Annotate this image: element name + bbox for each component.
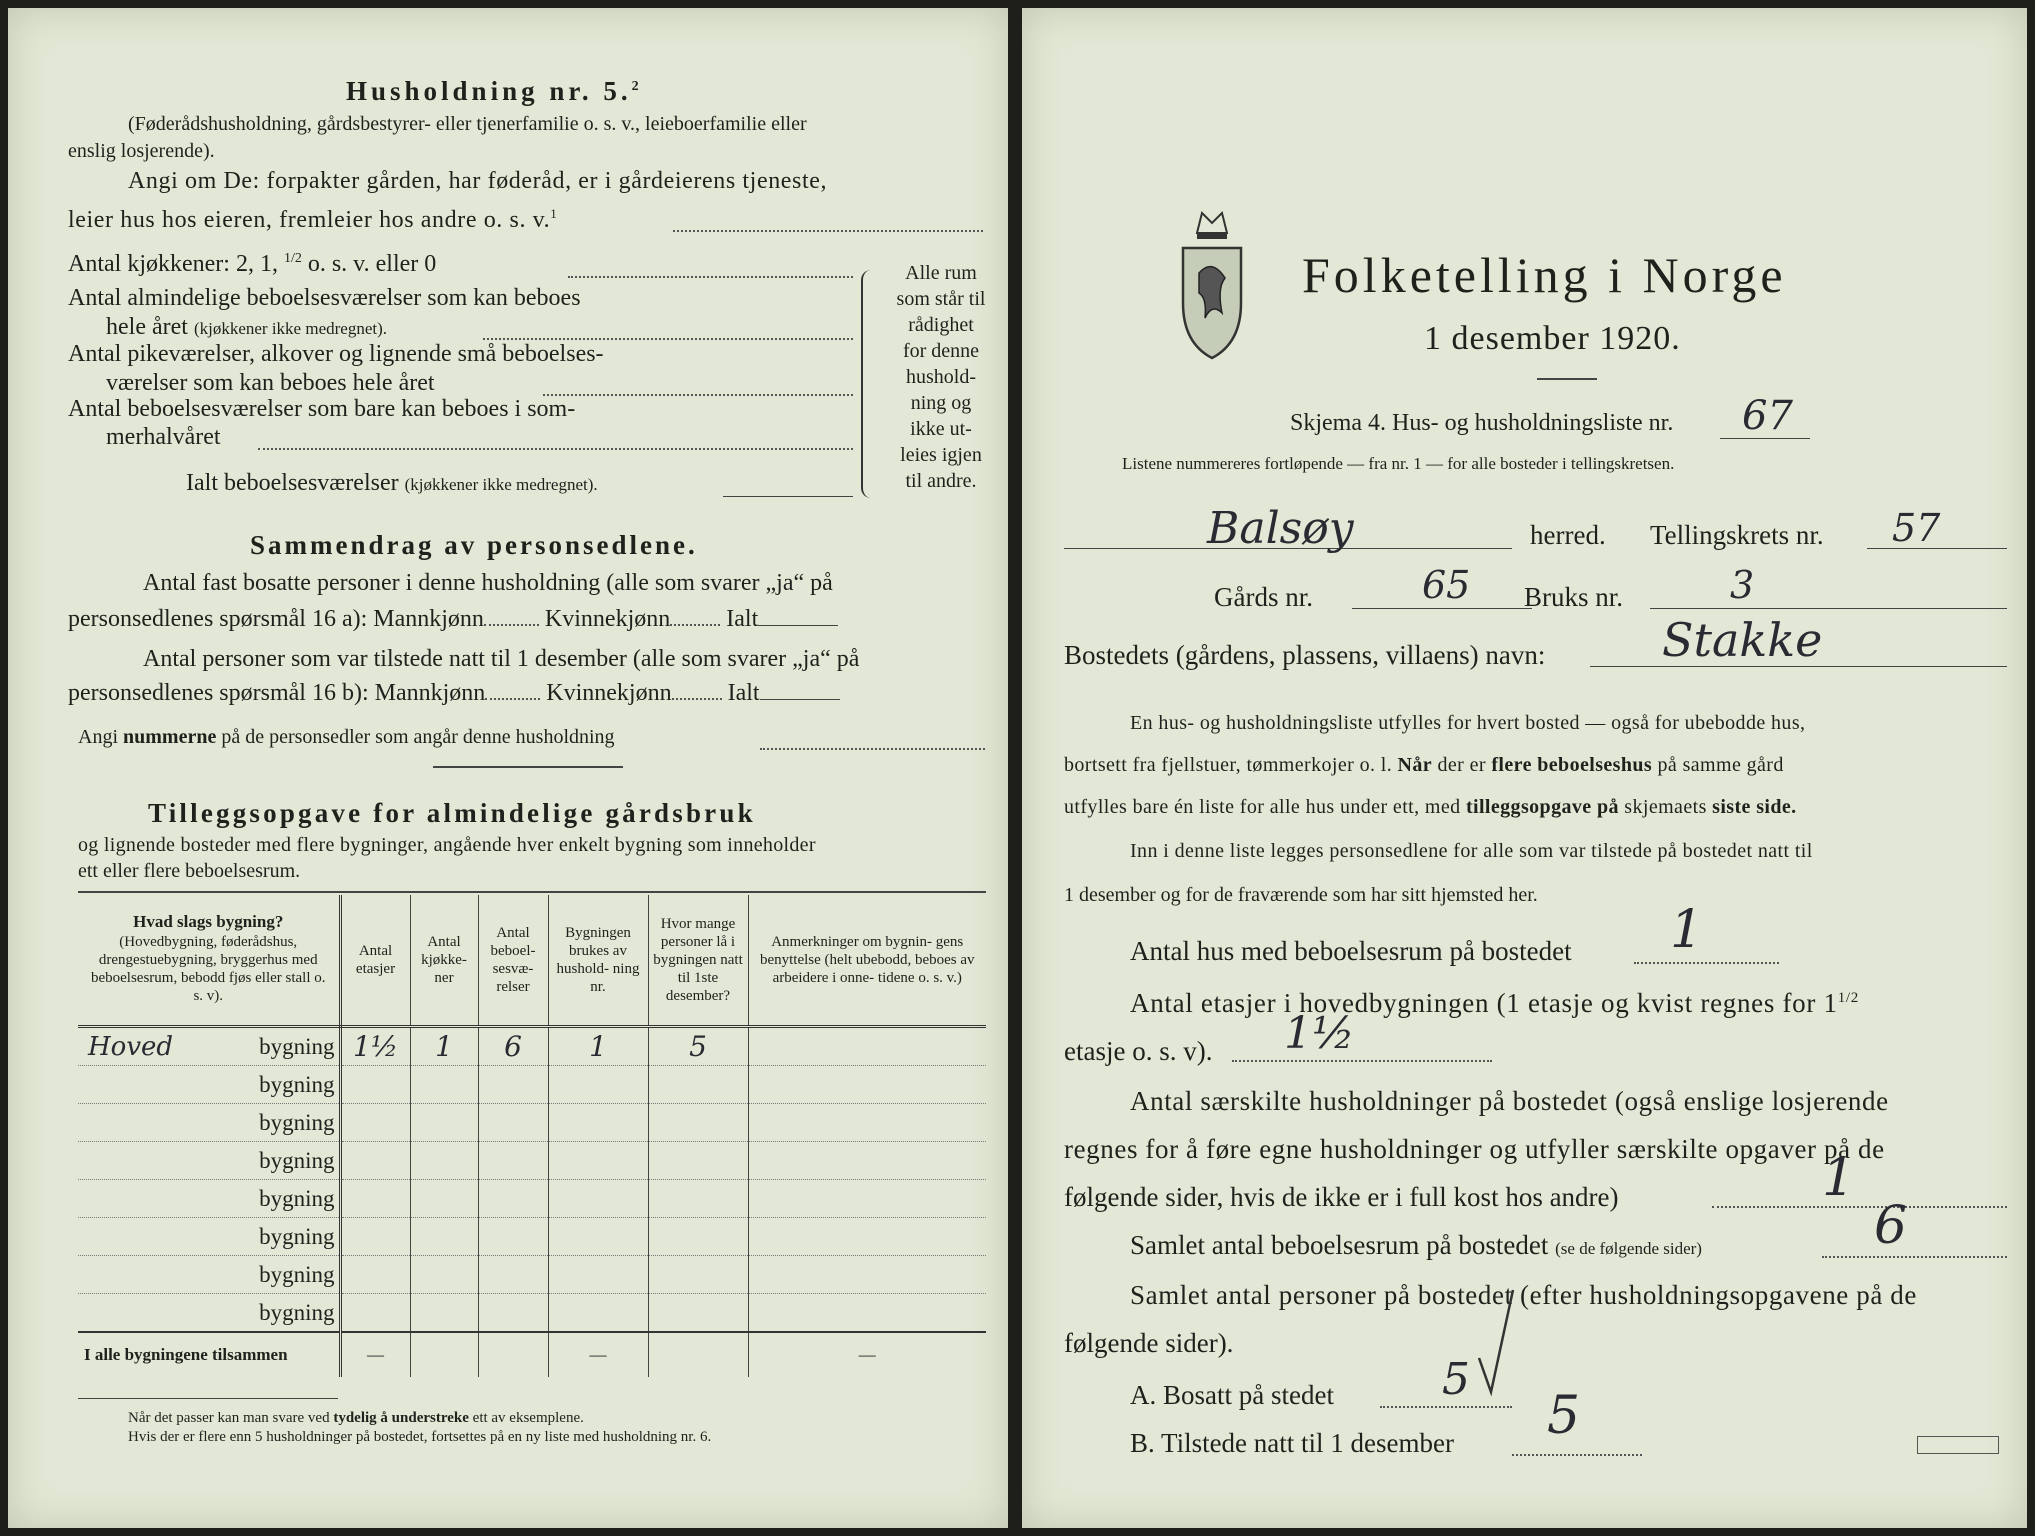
- census-title: Folketelling i Norge: [1302, 247, 1787, 303]
- total-rooms-answer-line: [723, 496, 853, 497]
- resident-value: 5: [1442, 1354, 1470, 1405]
- floors-label-2: etasje o. s. v).: [1064, 1036, 1213, 1066]
- cell-etasjer: [340, 1104, 410, 1142]
- ordinary-rooms-label-1: Antal almindelige beboelsesværelser som kan beboes: [68, 285, 581, 311]
- kitchens-label: Antal kjøkkener: 2, 1, $^{1/2}$ o. s. v. eller 0: [68, 251, 437, 277]
- cell-remarks: [748, 1180, 986, 1218]
- total-kitchens: [410, 1332, 478, 1377]
- total-remarks: —: [748, 1332, 986, 1377]
- building-label: bygning: [259, 1261, 335, 1287]
- cell-hush: [548, 1294, 648, 1333]
- households-label-2: regnes for å føre egne husholdninger og utfyller særskilte opgaver på de: [1064, 1134, 1885, 1164]
- building-label: bygning: [259, 1071, 335, 1097]
- cell-etasjer: [340, 1294, 410, 1333]
- cell-kjokken: [410, 1142, 478, 1180]
- table-row: [78, 1256, 986, 1294]
- instruction-para-2a: Inn i denne liste legges personsedlene for alle som var tilstede på bostedet natt til: [1130, 840, 1813, 862]
- schema-number: 67: [1742, 393, 1793, 439]
- cell-etasjer: [340, 1066, 410, 1104]
- cell-etasjer: [340, 1218, 410, 1256]
- cell-hush: [548, 1104, 648, 1142]
- table-row: [78, 1294, 986, 1333]
- cell-kjokken: [410, 1218, 478, 1256]
- district-value: 57: [1892, 506, 1941, 550]
- use-nr-value: 3: [1730, 563, 1755, 607]
- col-building-type: Hvad slags bygning? (Hovedbygning, føderådshus, drengestuebygning, bryggerhus med beboelsesrum, bebodd fjøs eller stall o. s. v).: [78, 895, 340, 1027]
- summary-title: Sammendrag av personsedlene.: [250, 530, 698, 560]
- household-paren-note: (Føderådshusholdning, gårdsbestyrer- eller tjenerfamilie o. s. v., leieboerfamilie eller: [128, 113, 807, 135]
- present-value: 5: [1547, 1386, 1581, 1446]
- printer-stamp-icon: [1917, 1436, 1999, 1454]
- cell-pers: [648, 1180, 748, 1218]
- title-divider: [1537, 378, 1597, 380]
- households-label-1: Antal særskilte husholdninger på bostedet (også enslige losjerende: [1130, 1086, 1889, 1116]
- summary-line-1: Antal fast bosatte personer i denne husholdning (alle som svarer „ja“ på: [143, 570, 833, 596]
- maid-rooms-label-2: værelser som kan beboes hele året: [106, 370, 435, 396]
- instruction-para-1a: En hus- og husholdningsliste utfylles for hvert bosted — også for ubebodde hus,: [1130, 712, 1806, 734]
- total-persons: [648, 1332, 748, 1377]
- cell-remarks: [748, 1294, 986, 1333]
- col-remarks: Anmerkninger om bygnin- gens benyttelse (helt ubebodd, beboes av arbeidere i onne- tidene o. s. v.): [748, 895, 986, 1027]
- instruction-answer-line: [673, 230, 983, 232]
- cell-hush: [548, 1218, 648, 1256]
- building-type-cell: [78, 1180, 340, 1218]
- place-name-value: Stakke: [1662, 613, 1823, 667]
- building-type-cell: [78, 1104, 340, 1142]
- summer-rooms-label-1: Antal beboelsesværelser som bare kan beboes i som-: [68, 396, 576, 422]
- building-label: bygning: [259, 1147, 335, 1173]
- cell-pers: 5: [648, 1027, 748, 1066]
- total-household: —: [548, 1332, 648, 1377]
- cell-kjokken: 1: [410, 1027, 478, 1066]
- cell-hush: [548, 1256, 648, 1294]
- person-numbers-line: Angi nummerne på de personsedler som angår denne husholdning: [78, 726, 615, 748]
- total-floors: —: [340, 1332, 410, 1377]
- persons-label-2: følgende sider).: [1064, 1328, 1234, 1358]
- cell-rum: [478, 1142, 548, 1180]
- present-label: B. Tilstede natt til 1 desember: [1130, 1428, 1454, 1458]
- instruction-line-2: leier hus hos eieren, fremleier hos andre o. s. v.$^1$: [68, 206, 558, 233]
- supplement-line-2: ett eller flere beboelsesrum.: [78, 860, 301, 882]
- use-nr-answer-line: [1650, 608, 2007, 609]
- col-household-nr: Bygningen brukes av hushold- ning nr.: [548, 895, 648, 1027]
- resident-label: A. Bosatt på stedet: [1130, 1380, 1334, 1410]
- cell-hush: [548, 1142, 648, 1180]
- cell-kjokken: [410, 1256, 478, 1294]
- cell-pers: [648, 1142, 748, 1180]
- cell-rum: [478, 1218, 548, 1256]
- table-header-row: [78, 895, 986, 1027]
- instruction-para-1c: utfylles bare én liste for alle hus under ett, med tilleggsopgave på skjemaets siste side.: [1064, 796, 1797, 818]
- cell-remarks: [748, 1027, 986, 1066]
- use-nr-label: Bruks nr.: [1524, 582, 1624, 612]
- summary-divider: [433, 766, 623, 768]
- col-floors: Antal etasjer: [340, 895, 410, 1027]
- farm-nr-answer-line: [1352, 608, 1532, 609]
- instruction-para-2b: 1 desember og for de fraværende som har sitt hjemsted her.: [1064, 884, 1538, 906]
- place-name-label: Bostedets (gårdens, plassens, villaens) navn:: [1064, 640, 1546, 670]
- maid-rooms-label-1: Antal pikeværelser, alkover og lignende små beboelses-: [68, 341, 604, 367]
- cell-etasjer: 1½: [340, 1027, 410, 1066]
- cell-etasjer: [340, 1142, 410, 1180]
- table-top-rule: [78, 891, 986, 893]
- table-row: [78, 1027, 986, 1066]
- total-rooms-answer-line: [1822, 1256, 2007, 1258]
- building-type-cell: [78, 1142, 340, 1180]
- col-rooms: Antal beboel- sesvæ- relser: [478, 895, 548, 1027]
- cell-rum: [478, 1294, 548, 1333]
- ordinary-rooms-label-2: hele året (kjøkkener ikke medregnet).: [106, 314, 387, 340]
- households-label-3: følgende sider, hvis de ikke er i full kost hos andre): [1064, 1182, 1619, 1212]
- maid-rooms-answer-line: [543, 394, 853, 396]
- houses-value: 1: [1670, 900, 1704, 960]
- cell-etasjer: [340, 1180, 410, 1218]
- cell-pers: [648, 1066, 748, 1104]
- cell-remarks: [748, 1066, 986, 1104]
- summary-line-4: personsedlenes spørsmål 16 b): Mannkjønn Kvinnekjønn Ialt: [68, 680, 840, 707]
- floors-label-1: Antal etasjer i hovedbygningen (1 etasje og kvist regnes for $1^{1/2}$: [1130, 988, 1860, 1018]
- building-type-cell: [78, 1218, 340, 1256]
- census-date: 1 desember 1920.: [1424, 320, 1681, 357]
- cell-kjokken: [410, 1104, 478, 1142]
- total-rooms: [478, 1332, 548, 1377]
- cell-rum: [478, 1104, 548, 1142]
- houses-answer-line: [1634, 962, 1779, 964]
- cell-rum: [478, 1180, 548, 1218]
- cell-pers: [648, 1104, 748, 1142]
- cell-remarks: [748, 1218, 986, 1256]
- cell-pers: [648, 1218, 748, 1256]
- building-label: bygning: [259, 1033, 335, 1059]
- rooms-brace: [861, 270, 879, 498]
- resident-answer-line: [1380, 1406, 1512, 1408]
- households-value: 1: [1822, 1148, 1856, 1208]
- footnote-1: Når det passer kan man svare ved tydelig å understreke ett av eksemplene.: [128, 1410, 584, 1426]
- cell-kjokken: [410, 1294, 478, 1333]
- cell-remarks: [748, 1256, 986, 1294]
- household-heading: Husholdning nr. 5.$^2$: [346, 76, 643, 106]
- cell-pers: [648, 1294, 748, 1333]
- total-rooms-label: Ialt beboelsesværelser (kjøkkener ikke medregnet).: [186, 470, 598, 496]
- table-row: [78, 1142, 986, 1180]
- buildings-table: [78, 895, 986, 1377]
- cell-kjokken: [410, 1066, 478, 1104]
- herred-value: Balsøy: [1207, 503, 1354, 554]
- cell-rum: [478, 1256, 548, 1294]
- households-answer-line: [1712, 1206, 2007, 1208]
- supplement-line-1: og lignende bosteder med flere bygninger, angående hver enkelt bygning som inneholder: [78, 834, 816, 856]
- herred-label: herred.: [1530, 520, 1606, 550]
- cell-etasjer: [340, 1256, 410, 1294]
- check-mark-icon: [1477, 1288, 1517, 1398]
- ordinary-rooms-answer-line: [483, 338, 853, 340]
- cell-pers: [648, 1256, 748, 1294]
- kitchens-answer-line: [568, 276, 853, 278]
- table-total-row: [78, 1332, 986, 1377]
- household-paren-note-2: enslig losjerende).: [68, 140, 215, 162]
- cell-remarks: [748, 1142, 986, 1180]
- right-page: [1022, 8, 2027, 1528]
- instruction-line-1: Angi om De: forpakter gården, har føderåd, er i gårdeierens tjeneste,: [128, 168, 828, 194]
- cell-rum: [478, 1066, 548, 1104]
- col-persons: Hvor mange personer lå i bygningen natt til 1ste desember?: [648, 895, 748, 1027]
- col-kitchens: Antal kjøkke- ner: [410, 895, 478, 1027]
- building-label: bygning: [259, 1109, 335, 1135]
- numbering-note: Listene nummereres fortløpende — fra nr. 1 — for alle bosteder i tellingskretsen.: [1122, 454, 1675, 473]
- farm-nr-value: 65: [1422, 563, 1471, 607]
- houses-label: Antal hus med beboelsesrum på bostedet: [1130, 936, 1572, 966]
- building-type-cell: [78, 1256, 340, 1294]
- summer-rooms-label-2: merhalvåret: [106, 424, 221, 450]
- building-name: Hoved: [88, 1031, 174, 1062]
- cell-kjokken: [410, 1180, 478, 1218]
- floors-answer-line: [1232, 1060, 1492, 1062]
- farm-nr-label: Gårds nr.: [1214, 582, 1313, 612]
- rooms-side-note: Alle rum som står til rådighet for denne hushold- ning og ikke ut- leies igjen til andre.: [896, 262, 986, 492]
- total-row-label: I alle bygningene tilsammen: [78, 1332, 340, 1377]
- building-type-cell: [78, 1066, 340, 1104]
- total-rooms-label: Samlet antal beboelsesrum på bostedet (se de følgende sider): [1130, 1230, 1702, 1260]
- left-page: [8, 8, 1008, 1528]
- building-type-cell: [78, 1294, 340, 1333]
- instruction-para-1b: bortsett fra fjellstuer, tømmerkojer o. l. Når der er flere beboelseshus på samme gård: [1064, 754, 1784, 776]
- schema-label: Skjema 4. Hus- og husholdningsliste nr.: [1290, 410, 1674, 436]
- footnote-rule: [78, 1398, 338, 1399]
- person-numbers-answer-line: [760, 748, 985, 750]
- building-label: bygning: [259, 1299, 335, 1325]
- table-row: [78, 1066, 986, 1104]
- cell-hush: 1: [548, 1027, 648, 1066]
- building-type-cell: [78, 1027, 340, 1066]
- floors-value: 1½: [1284, 1008, 1355, 1059]
- cell-hush: [548, 1066, 648, 1104]
- persons-label-1: Samlet antal personer på bostedet (efter husholdningsopgavene på de: [1130, 1280, 1917, 1310]
- building-label: bygning: [259, 1223, 335, 1249]
- building-label: bygning: [259, 1185, 335, 1211]
- present-answer-line: [1512, 1454, 1642, 1456]
- table-row: [78, 1104, 986, 1142]
- summer-rooms-answer-line: [258, 448, 853, 450]
- table-row: [78, 1180, 986, 1218]
- cell-rum: 6: [478, 1027, 548, 1066]
- cell-hush: [548, 1180, 648, 1218]
- district-label: Tellingskrets nr.: [1650, 520, 1824, 550]
- summary-line-3: Antal personer som var tilstede natt til 1 desember (alle som svarer „ja“ på: [143, 646, 860, 672]
- table-row: [78, 1218, 986, 1256]
- cell-remarks: [748, 1104, 986, 1142]
- summary-line-2: personsedlenes spørsmål 16 a): Mannkjønn Kvinnekjønn Ialt: [68, 606, 838, 633]
- supplement-title: Tilleggsopgave for almindelige gårdsbruk: [148, 798, 756, 828]
- norway-coat-of-arms-icon: [1177, 203, 1247, 363]
- total-rooms-value: 6: [1874, 1196, 1908, 1256]
- footnote-2: Hvis der er flere enn 5 husholdninger på bostedet, fortsettes på en ny liste med husholdning nr. 6.: [128, 1429, 712, 1445]
